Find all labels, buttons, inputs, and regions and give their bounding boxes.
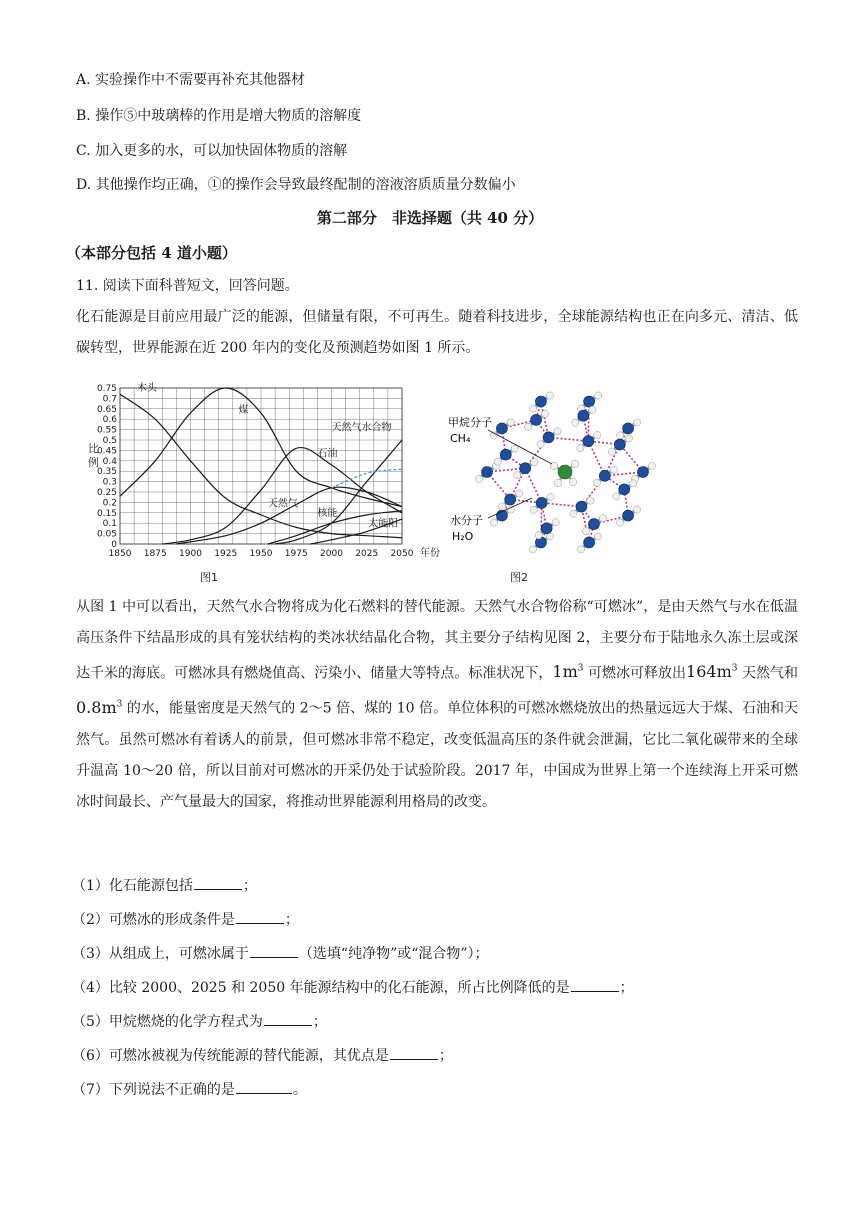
hydrogen-atom	[552, 519, 559, 526]
oxygen-atom	[536, 497, 547, 508]
figure-2-caption: 图2	[510, 571, 528, 584]
y-axis-label: 例	[88, 456, 99, 469]
hydrogen-atom	[499, 503, 506, 510]
oxygen-atom	[623, 423, 634, 434]
y-tick-label: 0.75	[96, 384, 117, 394]
paragraph-2	[76, 592, 798, 818]
y-tick-label: 0.45	[96, 446, 117, 457]
oxygen-atom	[541, 523, 552, 534]
hydrogen-atom	[634, 506, 641, 513]
hydrogen-atom	[531, 459, 538, 466]
hydrogen-atom	[490, 519, 497, 526]
y-tick-label: 0.05	[96, 529, 117, 540]
x-tick-label: 1975	[284, 549, 308, 559]
y-tick-label: 0.6	[102, 415, 117, 426]
hydrogen-atom	[475, 475, 482, 482]
unit-1m3: $1m^3$	[552, 662, 584, 682]
methane-formula: CH₄	[450, 432, 471, 445]
x-tick-label: 1850	[108, 549, 132, 559]
hydrogen-atom	[554, 428, 561, 435]
hydrogen-atom	[507, 506, 514, 513]
hydrogen-atom	[613, 493, 620, 500]
x-axis-label: 年份	[420, 548, 440, 559]
hydrogen-atom	[541, 410, 548, 417]
oxygen-atom	[623, 510, 634, 521]
hydrogen-atom	[535, 532, 542, 539]
series-label-wood: 木头	[136, 383, 157, 395]
hydrogen-atom	[570, 510, 577, 517]
figure-1-caption: 图1	[200, 571, 218, 584]
sub-question-4: （4）比较 2000、2025 和 2050 年能源结构中的化石能源，所占比例降低的是 ；	[72, 977, 634, 998]
hydrogen-atom	[595, 533, 602, 540]
y-tick-label: 0.5	[102, 436, 117, 446]
hydrogen-atom	[494, 458, 501, 465]
chart-grid	[120, 388, 402, 544]
hydrogen-atom	[625, 435, 632, 442]
hydrogen-atom	[594, 432, 601, 439]
hydrogen-atom	[547, 493, 554, 500]
hydrogen-atom	[630, 480, 637, 487]
sub-question-7: （7）下列说法不正确的是 。	[72, 1079, 307, 1100]
y-axis-label: 比	[88, 442, 99, 455]
oxygen-atom	[584, 537, 595, 548]
paragraph-1: 化石能源是目前应用最广泛的能源，但储量有限，不可再生。随着科技进步，全球能源结构也正在向多元、清洁、低碳转型，世界能源在近 200 年内的变化及预测趋势如图 1 所示。	[76, 309, 798, 356]
hydrogen-atom	[582, 527, 589, 534]
question-intro: 11. 阅读下面科普短文，回答问题。	[76, 278, 299, 294]
series-label-gas: 天然气	[268, 498, 299, 510]
answer-blank-7[interactable]	[236, 1079, 292, 1094]
y-tick-label: 0.2	[102, 498, 117, 509]
para2-part-c: 天然气和	[737, 665, 798, 682]
oxygen-atom	[583, 436, 594, 447]
hydrogen-atom	[537, 441, 544, 448]
answer-blank-4[interactable]	[571, 977, 619, 992]
para2-part-b: 可燃冰可释放出	[583, 665, 687, 682]
y-tick-label: 0	[111, 540, 117, 550]
hydrogen-atom	[516, 490, 523, 497]
oxygen-atom	[619, 484, 630, 495]
y-tick-label: 0.65	[96, 404, 117, 415]
hydrogen-atom	[648, 462, 655, 469]
oxygen-atom	[531, 414, 542, 425]
hydrogen-atom	[511, 445, 518, 452]
x-tick-label: 1900	[179, 549, 202, 559]
hydrogen-atom	[554, 479, 562, 487]
oxygen-atom	[482, 467, 493, 478]
hydrogen-atom	[589, 406, 596, 413]
hydrogen-atom	[593, 479, 600, 486]
water-label: 水分子	[450, 514, 483, 527]
hydrogen-atom	[617, 432, 624, 439]
section-title: 第二部分 非选择题（共 40 分）	[316, 209, 544, 227]
y-tick-label: 0.7	[102, 394, 117, 405]
x-tick-label: 1875	[143, 549, 167, 559]
methane-label: 甲烷分子	[448, 416, 492, 429]
water-formula: H₂O	[452, 530, 474, 543]
series-label-oil: 石油	[317, 448, 338, 460]
hydrogen-bond	[549, 437, 589, 441]
carbon-atom	[558, 465, 572, 479]
chart-ticks	[88, 384, 440, 559]
hydrogen-atom	[529, 405, 536, 412]
hydrogen-atom	[571, 460, 579, 468]
y-tick-label: 0.55	[96, 425, 117, 436]
oxygen-atom	[578, 410, 589, 421]
chart-series-labels	[137, 381, 398, 529]
series-label-nuclear: 核能	[317, 507, 338, 519]
section-subtitle: （本部分包括 4 道小题）	[66, 244, 237, 262]
oxygen-atom	[588, 519, 599, 530]
hydrogen-atom	[610, 466, 617, 473]
oxygen-atom	[576, 501, 587, 512]
x-tick-label: 2000	[320, 549, 343, 559]
option-c: C. 加入更多的水，可以加快固体物质的溶解	[76, 143, 348, 159]
answer-blank-2[interactable]	[236, 909, 284, 924]
unit-0-8m3: $0.8m^3$	[76, 697, 123, 717]
sub-question-2: （2）可燃冰的形成条件是 ；	[72, 909, 299, 930]
answer-blank-1[interactable]	[194, 875, 242, 890]
hydrogen-atom	[529, 546, 536, 553]
oxygen-atom	[520, 463, 531, 474]
y-tick-label: 0.15	[96, 508, 117, 519]
para2-part-d: 的水，能量密度是天然气的 2～5 倍、煤的 10 倍。单位体积的可燃冰燃烧放出的热量远远大于煤、石油和天然气。虽然可燃冰有着诱人的前景，但可燃冰非常不稳定，改变低温高压的条件就会泄漏，它比二氧化碳带来的全球升温高 10～20 倍，所以目前对可燃冰的开采仍处于试验阶段。2017 年，中国成为世界上第一个连续海上开采可燃冰时间最长、产气量最大的国家，将推动世界能源利用格局的改变。	[76, 700, 798, 810]
sub-question-6: （6）可燃冰被视为传统能源的替代能源，其优点是 ；	[72, 1045, 453, 1066]
hydrogen-atom	[617, 519, 624, 526]
oxygen-atom	[584, 396, 595, 407]
hydrogen-atom	[546, 392, 553, 399]
unit-164m3: $164m^3$	[686, 662, 738, 682]
oxygen-atom	[500, 449, 511, 460]
figure-2-clathrate-structure	[440, 380, 690, 570]
hydrogen-atom	[514, 472, 521, 479]
x-tick-label: 1950	[249, 549, 273, 559]
option-b: B. 操作⑤中玻璃棒的作用是增大物质的溶解度	[76, 108, 362, 124]
y-tick-label: 0.25	[96, 488, 117, 498]
hydrogen-atom	[578, 546, 585, 553]
hydrogen-bond	[542, 503, 582, 507]
sub-question-1: （1）化石能源包括 ；	[72, 875, 257, 896]
hydrogen-atom	[595, 392, 602, 399]
cage-structure	[475, 392, 655, 553]
series-label-solar: 太能阳	[368, 518, 399, 530]
hydrogen-atom	[569, 478, 577, 486]
answer-blank-3[interactable]	[250, 943, 298, 958]
y-tick-label: 0.35	[96, 467, 117, 478]
hydrogen-bond	[588, 402, 589, 442]
oxygen-atom	[505, 494, 516, 505]
oxygen-atom	[543, 432, 554, 443]
series-label-hydrate: 天然气水合物	[331, 422, 392, 434]
sub-question-5: （5）甲烷燃烧的化学方程式为 ；	[72, 1011, 327, 1032]
para2-part-a: 从图 1 中可以看出，天然气水合物将成为化石燃料的替代能源。天然气水合物俗称“可燃冰”，是由天然气与水在低温高压条件下结晶形成的具有笼状结构的类冰状结晶化合物，其主要分子结构见图 2，主要分布于陆地永久冻土层或深达千米的海底。可燃冰具有燃烧值高、污染小、储量大等特点。标准状况下，	[76, 599, 798, 682]
series-line-2	[162, 448, 402, 544]
option-d: D. 其他操作均正确，①的操作会导致最终配制的溶液溶质质量分数偏小	[76, 177, 516, 193]
y-tick-label: 0.1	[102, 519, 117, 530]
x-tick-label: 2050	[390, 549, 414, 559]
oxygen-atom	[614, 439, 625, 450]
hydrogen-atom	[608, 448, 615, 455]
answer-blank-5[interactable]	[264, 1011, 312, 1026]
sub-question-3: （3）从组成上，可燃冰属于 （选填“纯净物”或“混合物”）；	[72, 943, 489, 964]
answer-blank-6[interactable]	[390, 1045, 438, 1060]
option-a: A. 实验操作中不需要再补充其他器材	[76, 72, 306, 88]
figure-1-chart	[80, 378, 440, 578]
oxygen-atom	[535, 396, 546, 407]
hydrogen-atom	[530, 506, 537, 513]
hydrogen-atom	[599, 514, 606, 521]
hydrogen-atom	[524, 423, 531, 430]
hydrogen-atom	[572, 419, 579, 426]
oxygen-atom	[496, 423, 507, 434]
x-tick-label: 1925	[214, 549, 238, 559]
x-tick-label: 2025	[355, 549, 379, 559]
hydrogen-atom	[634, 419, 641, 426]
hydrogen-atom	[587, 497, 594, 504]
oxygen-atom	[599, 470, 610, 481]
y-tick-label: 0.4	[102, 456, 117, 467]
hydrogen-atom	[577, 445, 584, 452]
y-tick-label: 0.3	[102, 477, 117, 488]
hydrogen-atom	[507, 419, 514, 426]
series-label-coal: 煤	[238, 404, 249, 416]
oxygen-atom	[638, 467, 649, 478]
